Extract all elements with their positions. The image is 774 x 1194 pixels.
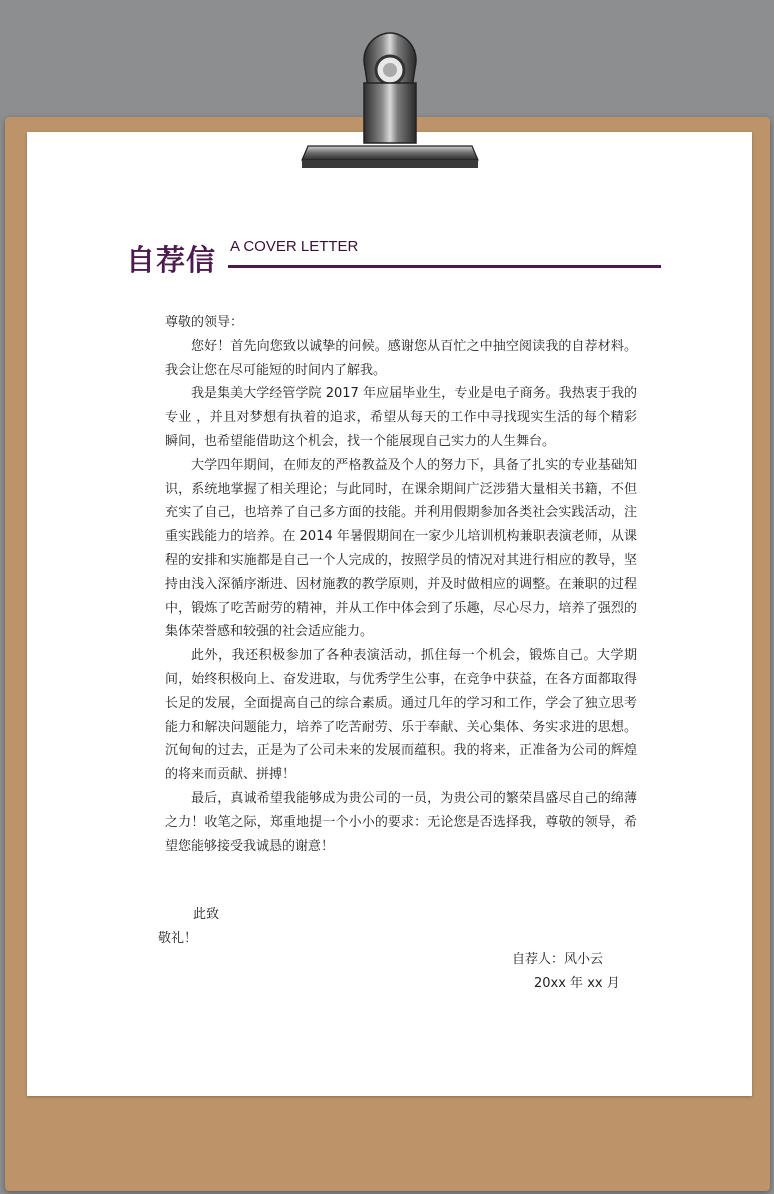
title-english: A COVER LETTER (230, 238, 359, 255)
binder-clip-icon (300, 28, 480, 178)
letter-date: 20xx 年 xx 月 (534, 976, 620, 991)
letter-paragraph: 此外，我还积极参加了各种表演活动，抓住每一个机会，锻炼自己。大学期间，始终积极向上、奋发进取，与优秀学生公事，在竞争中获益，在各方面都取得长足的发展，全面提高自己的综合素质。通过几年的学习和工作，学会了独立思考能力和解决问题能力，培养了吃苦耐劳、乐于奉献、关心集体、务实求进的思想。沉甸甸的过去，正是为了公司未来的发展而蕴积。我的将来，正准备为公司的辉煌的将来而贡献、拼搏！ (165, 648, 637, 783)
letter-signer: 自荐人：风小云 (512, 952, 604, 967)
letter-paragraph: 您好！首先向您致以诚挚的问候。感谢您从百忙之中抽空阅读我的自荐材料。我会让您在尽可能短的时间内了解我。 (165, 338, 637, 378)
letter-paragraph: 我是集美大学经管学院 2017 年应届毕业生，专业是电子商务。我热衷于我的专业 ，并且对梦想有执着的追求，希望从每天的工作中寻找现实生活的每个精彩瞬间，也希望能借助这个机会，找一个能展现自己实力的人生舞台。 (165, 386, 637, 449)
title-divider (228, 265, 661, 268)
letter-closing: 此致 (193, 907, 220, 922)
letter-salute: 敬礼！ (158, 931, 198, 946)
letter-paragraph: 大学四年期间，在师友的严格教益及个人的努力下，具备了扎实的专业基础知识，系统地掌握了相关理论；与此同时，在课余期间广泛涉猎大量相关书籍，不但充实了自己，也培养了自己多方面的技能。并利用假期参加各类社会实践活动，注重实践能力的培养。在 2014 年暑假期间在一家少儿培训机构兼职表演老师，从课程的安排和实施都是自己一个人完成的，按照学员的情况对其进行相应的教导，坚持由浅入深循序渐进、因材施教的教学原则，并及时做相应的调整。在兼职的过程中，锻炼了吃苦耐劳的精神，并从工作中体会到了乐趣，尽心尽力，培养了强烈的集体荣誉感和较强的社会适应能力。 (165, 457, 637, 640)
title-chinese: 自荐信 (126, 243, 217, 277)
letter-paragraph: 最后，真诚希望我能够成为贵公司的一员，为贵公司的繁荣昌盛尽自己的绵薄之力！收笔之际，郑重地提一个小小的要求：无论您是否选择我，尊敬的领导，希望您能够接受我诚恳的谢意！ (165, 790, 637, 854)
letter-greeting: 尊敬的领导： (165, 315, 244, 330)
letter-body (165, 311, 637, 858)
